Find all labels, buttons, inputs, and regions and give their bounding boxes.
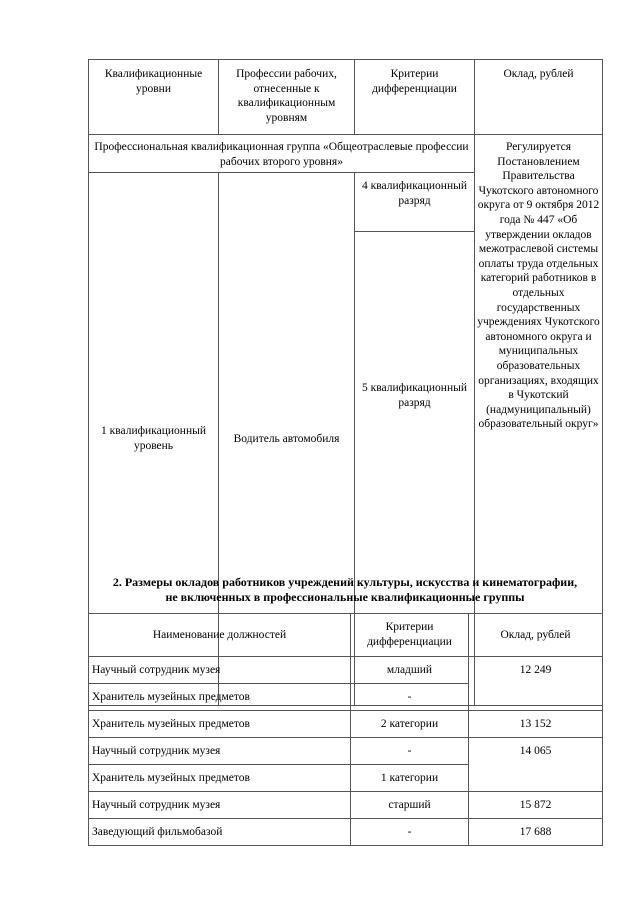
culture-salary-table <box>88 613 603 846</box>
salary-note: Регулируется Постановлением Правительства Чукотского автономного округа от 9 октября 2012 года № 447 «Об утверждении окладов межотраслевой системы оплаты труда отдельных категорий работников в отдельных государственных учреждениях Чукотского автономного округа и муниципальных образовательных организациях, входящих в Чукотский (надмуниципальный) образовательный округ» <box>475 135 603 706</box>
position-name: Научный сотрудник музея <box>89 657 351 684</box>
header-criteria: Критерии дифференциации <box>351 614 469 657</box>
position-name: Хранитель музейных предметов <box>89 765 351 792</box>
qualification-level: 1 квалификационный уровень <box>89 173 219 706</box>
salary-value: 17 688 <box>469 819 603 846</box>
position-name: Научный сотрудник музея <box>89 738 351 765</box>
header-position-name: Наименование должностей <box>89 614 351 657</box>
table-row <box>89 657 603 684</box>
section-heading-line: 2. Размеры окладов работников учреждений культуры, искусства и кинематографии, <box>112 575 578 589</box>
group-row <box>89 135 603 173</box>
table-header-row <box>89 614 603 657</box>
salary-value: 14 065 <box>469 738 603 792</box>
criteria-grade-4: 4 квалификационный разряд <box>355 173 475 232</box>
salary-value: 13 152 <box>469 711 603 738</box>
salary-value: 15 872 <box>469 792 603 819</box>
position-name: Заведующий фильмобазой <box>89 819 351 846</box>
salary-value: 12 249 <box>469 657 603 711</box>
group-title: Профессиональная квалификационная группа «Общеотраслевые профессии рабочих второго уровня» <box>89 135 475 173</box>
criteria-value: 2 категории <box>351 711 469 738</box>
qualification-table <box>88 59 603 706</box>
table-row <box>89 792 603 819</box>
section-heading-line: не включенных в профессиональные квалификационные группы <box>165 590 525 604</box>
criteria-value: - <box>351 738 469 765</box>
position-name: Научный сотрудник музея <box>89 792 351 819</box>
criteria-value: старший <box>351 792 469 819</box>
profession-name: Водитель автомобиля <box>219 173 355 706</box>
criteria-value: - <box>351 684 469 711</box>
table-row <box>89 738 603 765</box>
criteria-value: - <box>351 819 469 846</box>
table-row <box>89 711 603 738</box>
header-professions: Профессии рабочих, отнесенные к квалификационным уровням <box>219 60 355 135</box>
header-salary: Оклад, рублей <box>469 614 603 657</box>
criteria-value: младший <box>351 657 469 684</box>
table-header-row <box>89 60 603 135</box>
position-name: Хранитель музейных предметов <box>89 684 351 711</box>
section-heading <box>80 575 610 605</box>
table-row <box>89 819 603 846</box>
criteria-value: 1 категории <box>351 765 469 792</box>
position-name: Хранитель музейных предметов <box>89 711 351 738</box>
criteria-grade-5: 5 квалификационный разряд <box>355 232 475 706</box>
header-criteria: Критерии дифференциации <box>355 60 475 135</box>
header-qualification-levels: Квалификационные уровни <box>89 60 219 135</box>
header-salary: Оклад, рублей <box>475 60 603 135</box>
